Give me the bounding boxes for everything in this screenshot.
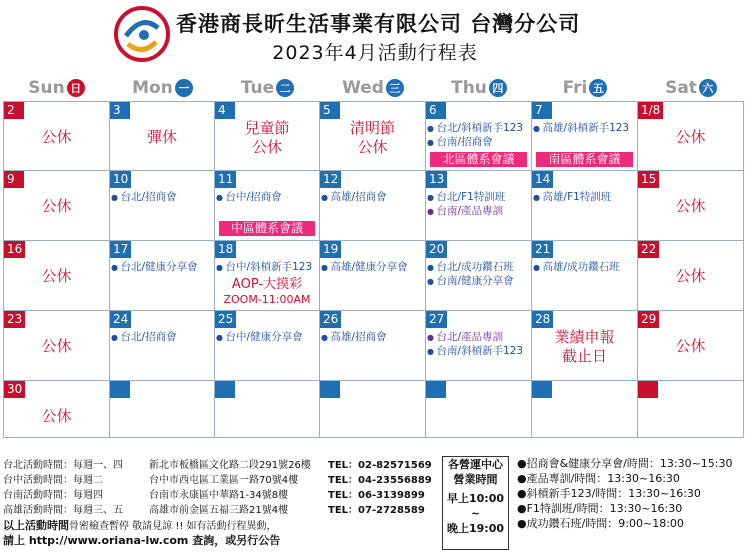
day-name: Mon (132, 77, 173, 98)
service-hours-line: 晚上19:00 (446, 522, 504, 535)
event-text: 高雄/招商會 (330, 331, 387, 343)
event-text: 台南/斜槓新手123 (436, 345, 524, 357)
bullet-icon: ● (427, 207, 437, 216)
meeting-banner: 南區體系會議 (536, 152, 633, 167)
day-cell (426, 241, 532, 311)
aop-notice: ZOOM-11:00AM (223, 293, 311, 306)
week-row (3, 101, 747, 171)
branch-tel: TEL：04-23556889 (328, 475, 432, 486)
day-cell (215, 101, 320, 171)
day-name: Wed (342, 77, 384, 98)
event-time-line: ●招商會&健康分享會/時間：13:30~15:30 (517, 457, 733, 470)
branch-tel: TEL：02-82571569 (328, 460, 432, 471)
day-badge: 三 (386, 79, 404, 97)
day-cell (426, 101, 532, 171)
bullet-icon: ● (321, 333, 331, 342)
event-time-line: ●成功鑽石班/時間：9:00~18:00 (517, 517, 684, 530)
bullet-icon: ● (427, 124, 437, 133)
branch-line (3, 473, 432, 488)
day-cell (110, 381, 215, 438)
day-cell (320, 381, 426, 438)
bullet-icon: ● (216, 193, 226, 202)
day-header-row (3, 74, 747, 101)
bullet-icon: ● (533, 193, 543, 202)
service-hours-box (442, 456, 509, 550)
event-item[interactable] (533, 260, 637, 275)
event-item[interactable] (533, 121, 637, 136)
event-item[interactable] (321, 260, 425, 275)
bullet-icon: ● (216, 263, 226, 272)
page-title: 2023年4月活動行程表 (272, 42, 478, 64)
footer (0, 452, 750, 554)
event-item[interactable] (321, 330, 425, 345)
bullet-icon: ● (427, 263, 437, 272)
event-item[interactable] (111, 260, 214, 275)
day-header-tue (215, 74, 320, 101)
event-item[interactable] (427, 344, 531, 359)
day-header-sun (3, 74, 110, 101)
event-text: 台北/F1特訓班 (436, 191, 506, 203)
day-cell (320, 311, 426, 381)
day-cell (638, 171, 744, 241)
day-badge: 五 (589, 79, 607, 97)
day-name: Thu (451, 77, 487, 98)
date-number: 9 (4, 171, 24, 188)
event-item[interactable] (321, 190, 425, 205)
bullet-icon: ● (427, 193, 437, 202)
date-number: 21 (532, 241, 553, 258)
week-row (3, 311, 747, 381)
day-cell (110, 171, 215, 241)
day-cell (638, 101, 744, 171)
event-time-line: ●F1特訓班/時間：13:30~16:30 (517, 502, 683, 515)
day-name: Tue (240, 77, 275, 98)
date-number (638, 381, 658, 398)
date-number: 20 (426, 241, 447, 258)
meeting-banner: 中區體系會議 (219, 221, 315, 236)
event-text: 台北/健康分享會 (120, 261, 198, 273)
holiday-label: 公休 (41, 197, 72, 215)
holiday-label: 公休 (675, 267, 706, 285)
bullet-icon: ● (321, 263, 331, 272)
event-text: 台中/斜槓新手123 (225, 261, 313, 273)
holiday-label: 截止日 (561, 347, 607, 365)
event-item[interactable] (427, 204, 531, 219)
event-text: 台南/產品專訓 (436, 205, 504, 217)
day-cell (3, 381, 110, 438)
event-text: 高雄/斜槓新手123 (542, 122, 630, 134)
service-hours-line: ~ (470, 507, 481, 520)
event-item[interactable] (111, 190, 214, 205)
date-number: 10 (110, 171, 131, 188)
event-item[interactable] (216, 190, 319, 205)
event-item[interactable] (427, 135, 531, 150)
date-number (532, 381, 552, 398)
date-number: 28 (532, 311, 553, 328)
date-number: 2 (4, 102, 24, 119)
week-row (3, 171, 747, 241)
day-header-thu (426, 74, 532, 101)
day-badge: 六 (699, 79, 717, 97)
day-header-mon (110, 74, 215, 101)
day-cell (215, 171, 320, 241)
day-cell (320, 241, 426, 311)
service-hours-line: 各營運中心 (448, 458, 503, 471)
aop-notice: AOP-大摸彩 (231, 277, 303, 292)
day-cell (215, 381, 320, 438)
holiday-label: 公休 (41, 407, 72, 425)
date-number: 25 (215, 311, 236, 328)
branch-address: 高雄市前金區五福三路21號4樓 (149, 505, 289, 516)
branch-line (3, 488, 425, 503)
week-row (3, 381, 747, 438)
day-header-wed (320, 74, 426, 101)
day-cell (532, 381, 638, 438)
event-times (517, 456, 733, 531)
event-text: 台南/招商會 (436, 136, 493, 148)
branch-address: 新北市板橋區文化路二段291號26樓 (149, 460, 311, 471)
date-number: 24 (110, 311, 131, 328)
date-number: 6 (426, 102, 446, 119)
date-number: 15 (638, 171, 659, 188)
date-number: 5 (320, 102, 340, 119)
date-number: 27 (426, 311, 447, 328)
date-number (320, 381, 340, 398)
date-number: 18 (215, 241, 236, 258)
event-text: 台北/招商會 (120, 331, 177, 343)
date-number: 30 (4, 381, 25, 398)
date-number (215, 381, 235, 398)
holiday-label: 公休 (41, 337, 72, 355)
day-badge: 日 (67, 79, 85, 97)
date-number: 11 (215, 171, 236, 188)
event-item[interactable] (111, 330, 214, 345)
branch-schedule: 台北活動時間：每週一、四 (3, 460, 123, 471)
date-number: 16 (4, 241, 25, 258)
branch-line (3, 458, 432, 473)
branch-schedule: 高雄活動時間：每週三、五 (3, 505, 123, 516)
bullet-icon: ● (533, 263, 543, 272)
holiday-label: 公休 (675, 128, 706, 146)
company-name: 香港商長昕生活事業有限公司 台灣分公司 (176, 12, 581, 36)
notice-text: 骨密檢查暫停 敬請見諒 !! 如有活動行程異動， (69, 521, 277, 532)
date-number: 22 (638, 241, 659, 258)
holiday-label: 公休 (41, 128, 72, 146)
week-row (3, 241, 747, 311)
event-text: 高雄/成功鑽石班 (542, 261, 620, 273)
date-number: 12 (320, 171, 341, 188)
day-name: Sat (665, 77, 697, 98)
day-cell (426, 171, 532, 241)
day-cell (320, 101, 426, 171)
event-text: 台北/產品專訓 (436, 331, 504, 343)
date-number: 3 (110, 102, 130, 119)
event-time-line: ●斜槓新手123/時間：13:30~16:30 (517, 487, 701, 500)
day-cell (426, 311, 532, 381)
event-text: 高雄/F1特訓班 (542, 191, 612, 203)
day-cell (3, 101, 110, 171)
holiday-label: 兒童節 (244, 119, 290, 137)
branch-address: 台南市永康區中華路1-34號8樓 (149, 490, 289, 501)
holiday-label: 彈休 (146, 128, 177, 146)
holiday-label: 清明節 (349, 119, 395, 137)
date-number: 13 (426, 171, 447, 188)
day-cell (110, 101, 215, 171)
date-number: 23 (4, 311, 25, 328)
holiday-label: 業績申報 (554, 328, 615, 346)
bullet-icon: ● (427, 333, 437, 342)
day-cell (638, 241, 744, 311)
event-text: 台中/招商會 (225, 191, 282, 203)
bullet-icon: ● (321, 193, 331, 202)
event-text: 台南/健康分享會 (436, 275, 514, 287)
holiday-label: 公休 (675, 197, 706, 215)
branch-info (3, 458, 432, 548)
day-header-sat (638, 74, 744, 101)
date-number: 14 (532, 171, 553, 188)
day-cell (110, 241, 215, 311)
day-badge: 一 (175, 79, 193, 97)
bullet-icon: ● (427, 347, 437, 356)
event-item[interactable] (427, 190, 531, 205)
bullet-icon: ● (216, 333, 226, 342)
event-item[interactable] (427, 260, 531, 275)
event-item[interactable] (427, 274, 531, 289)
day-cell (638, 311, 744, 381)
day-cell (3, 311, 110, 381)
event-text: 台北/斜槓新手123 (436, 122, 524, 134)
bullet-icon: ● (533, 124, 543, 133)
bullet-icon: ● (427, 138, 437, 147)
day-cell (215, 311, 320, 381)
service-hours-line: 營業時間 (453, 473, 498, 486)
meeting-banner: 北區體系會議 (430, 152, 527, 167)
branch-address: 台中市西屯區工業區一路70號4樓 (149, 475, 299, 486)
notice-url-line: 請上 http://www.oriana-lw.com 查詢，或另行公告 (3, 534, 281, 547)
event-text: 台北/成功鑽石班 (436, 261, 514, 273)
service-hours-line: 早上10:00 (446, 492, 504, 505)
notice-bold: 以上活動時間 (3, 519, 69, 532)
event-item[interactable] (427, 121, 531, 136)
bullet-icon: ● (111, 333, 121, 342)
day-badge: 四 (489, 79, 507, 97)
day-cell (426, 381, 532, 438)
day-cell (532, 101, 638, 171)
bullet-icon: ● (111, 193, 121, 202)
event-item[interactable] (216, 330, 319, 345)
event-time-line: ●產品專訓/時間：13:30~16:30 (517, 472, 680, 485)
holiday-label: 公休 (675, 337, 706, 355)
day-cell (638, 381, 744, 438)
event-item[interactable] (533, 190, 637, 205)
branch-schedule: 台南活動時間：每週四 (3, 490, 103, 501)
day-cell (320, 171, 426, 241)
header (0, 0, 750, 72)
date-number: 1/8 (638, 102, 663, 119)
bullet-icon: ● (427, 277, 437, 286)
calendar-grid (3, 101, 747, 438)
day-header-fri (532, 74, 638, 101)
holiday-label: 公休 (357, 138, 388, 156)
calendar (3, 74, 747, 438)
date-number: 26 (320, 311, 341, 328)
day-name: Sun (28, 77, 65, 98)
branch-tel: TEL：07-2728589 (328, 505, 425, 516)
event-text: 高雄/招商會 (330, 191, 387, 203)
day-cell (215, 241, 320, 311)
date-number: 19 (320, 241, 341, 258)
branch-line (3, 503, 425, 518)
date-number: 4 (215, 102, 235, 119)
day-cell (110, 311, 215, 381)
date-number (110, 381, 130, 398)
holiday-label: 公休 (41, 267, 72, 285)
date-number: 29 (638, 311, 659, 328)
date-number (426, 381, 446, 398)
day-cell (532, 171, 638, 241)
day-badge: 二 (276, 79, 294, 97)
day-cell (3, 241, 110, 311)
event-item[interactable] (427, 330, 531, 345)
event-text: 台北/招商會 (120, 191, 177, 203)
holiday-label: 公休 (251, 138, 282, 156)
day-cell (3, 171, 110, 241)
branch-tel: TEL：06-3139899 (328, 490, 425, 501)
event-text: 台中/健康分享會 (225, 331, 303, 343)
notice-line (3, 518, 280, 533)
day-cell (532, 241, 638, 311)
event-text: 高雄/健康分享會 (330, 261, 408, 273)
branch-schedule: 台中活動時間：每週二 (3, 475, 103, 486)
day-name: Fri (562, 77, 588, 98)
day-cell (532, 311, 638, 381)
bullet-icon: ● (111, 263, 121, 272)
date-number: 17 (110, 241, 131, 258)
event-item[interactable] (216, 260, 319, 275)
date-number: 7 (532, 102, 552, 119)
